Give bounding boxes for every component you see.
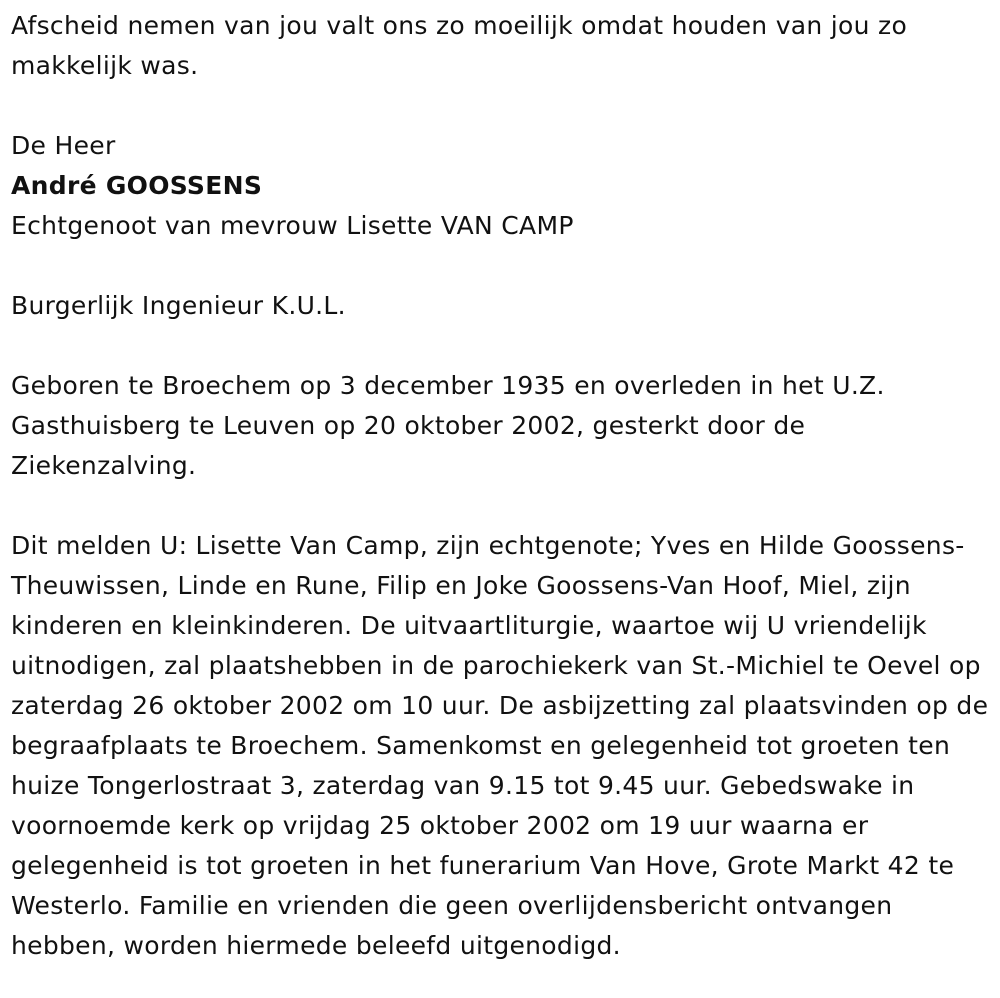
profession: Burgerlijk Ingenieur K.U.L. [11,291,346,320]
intro-quote: Afscheid nemen van jou valt ons zo moeilijk omdat houden van jou zo makkelijk was. [11,11,908,80]
salutation: De Heer [11,131,116,160]
birth-death-paragraph: Geboren te Broechem op 3 december 1935 en overleden in het U.Z. Gasthuisberg te Leuven op 20 oktober 2002, gesterkt door de Ziekenzalving. [11,371,885,480]
spouse-line: Echtgenoot van mevrouw Lisette VAN CAMP [11,211,574,240]
announcement-paragraph: Dit melden U: Lisette Van Camp, zijn echtgenote; Yves en Hilde Goossens-Theuwissen, Linde en Rune, Filip en Joke Goossens-Van Hoof, Miel, zijn kinderen en kleinkinderen. De uitvaartliturgie, waartoe wij U vriendelijk uitnodigen, zal plaatshebben in de parochiekerk van St.-Michiel te Oevel op zaterdag 26 oktober 2002 om 10 uur. De asbijzetting zal plaatsvinden op de begraafplaats te Broechem. Samenkomst en gelegenheid tot groeten ten huize Tongerlostraat 3, zaterdag van 9.15 tot 9.45 uur. Gebedswake in voornoemde kerk op vrijdag 25 oktober 2002 om 19 uur waarna er gelegenheid is tot groeten in het funerarium Van Hove, Grote Markt 42 te Westerlo. Familie en vrienden die geen overlijdensbericht ontvangen hebben, worden hiermede beleefd uitgenodigd. [11,531,989,960]
deceased-name: André GOOSSENS [11,171,263,200]
